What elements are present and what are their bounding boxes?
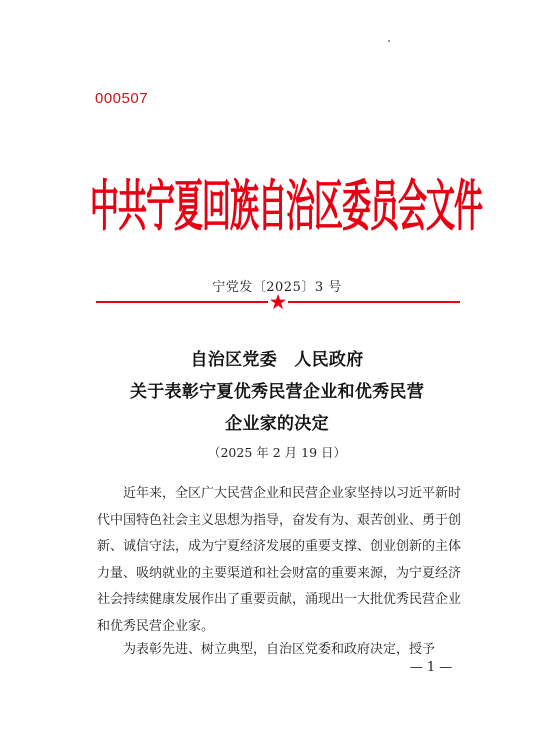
document-date: （2025 年 2 月 19 日） <box>207 445 347 460</box>
page-number: — 1 — <box>409 660 453 675</box>
red-rule-left <box>96 301 268 303</box>
title-line-1: 自治区党委 人民政府 <box>190 350 364 370</box>
issue-number: 宁党发〔2025〕3 号 <box>212 280 342 295</box>
body-paragraph-1: 近年来，全区广大民营企业和民营企业家坚持以习近平新时代中国特色社会主义思想为指导，奋发有为、艰苦创业、勇于创新、诚信守法，成为宁夏经济发展的重要支撑、创业创新的主体力量、吸纳就业的主要渠道和社会财富的重要来源，为宁夏经济社会持续健康发展作出了重要贡献，涌现出一大批优秀民营企业和优秀民营企业家。 <box>97 486 462 634</box>
red-header-masthead: 中共宁夏回族自治区委员会文件 <box>90 173 483 239</box>
title-line-2: 关于表彰宁夏优秀民营企业和优秀民营 <box>129 382 425 402</box>
stray-mark <box>388 40 390 42</box>
red-star-icon: ★ <box>268 290 288 314</box>
document-serial-number: 000507 <box>95 90 149 107</box>
title-line-3: 企业家的决定 <box>225 414 329 434</box>
red-rule-right <box>288 301 460 303</box>
body-paragraph-2: 为表彰先进、树立典型，自治区党委和政府决定，授予 <box>123 642 436 657</box>
